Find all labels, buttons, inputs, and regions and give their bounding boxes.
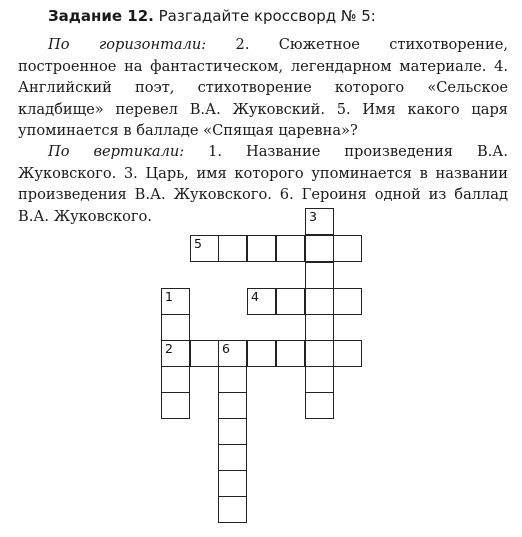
horizontal-clues-text: 2. Сюжетное стихотворение, построенное на фантастическом, легендарном материале. 4. Английский поэт, стихотворение которого «Сельское кладбище» перевел В.А. Жуковский. 5. Имя какого царя упоминается в балладе «Спящая царевна»?: [18, 36, 508, 139]
crossword-cell[interactable]: [305, 366, 334, 393]
crossword-cell[interactable]: [218, 235, 247, 262]
crossword-cell[interactable]: [218, 496, 247, 523]
crossword-cell[interactable]: [276, 340, 305, 367]
task-number: Задание 12.: [48, 7, 154, 25]
crossword-cell[interactable]: [305, 262, 334, 289]
crossword-cell[interactable]: [218, 418, 247, 445]
cell-number-6: 6: [222, 341, 230, 356]
cell-number-5: 5: [194, 236, 202, 251]
crossword-cell[interactable]: [305, 288, 334, 315]
crossword-cell[interactable]: [305, 340, 334, 367]
crossword-cell-5-start[interactable]: [190, 235, 219, 262]
cell-number-3: 3: [309, 209, 317, 224]
crossword-cell[interactable]: [305, 235, 334, 262]
crossword-cell-6-start[interactable]: [218, 340, 247, 367]
crossword-cell[interactable]: [161, 314, 190, 341]
cell-number-1: 1: [165, 289, 173, 304]
crossword-cell[interactable]: [333, 288, 362, 315]
crossword-cell[interactable]: [161, 392, 190, 419]
vertical-clues-text: 1. Название произведения В.А. Жуковского. 3. Царь, имя которого упоминается в названии произведения В.А. Жуковского. 6. Героиня одной из баллад В.А. Жуковского.: [18, 143, 508, 225]
horizontal-clues-lead: По горизонтали:: [48, 36, 207, 53]
crossword-cell[interactable]: [218, 392, 247, 419]
crossword-cell[interactable]: [276, 235, 305, 262]
task-instruction: Разгадайте кроссворд № 5:: [153, 7, 376, 25]
crossword-cell[interactable]: [305, 392, 334, 419]
crossword-cell-3-start[interactable]: [305, 208, 334, 235]
crossword-cell[interactable]: [333, 340, 362, 367]
crossword-cell[interactable]: [305, 314, 334, 341]
crossword-cell[interactable]: [161, 366, 190, 393]
crossword-cell[interactable]: [218, 366, 247, 393]
cell-number-4: 4: [251, 289, 259, 304]
crossword-cell[interactable]: [333, 235, 362, 262]
crossword-cell-4-start[interactable]: [247, 288, 276, 315]
crossword-cell[interactable]: [218, 444, 247, 471]
crossword-cell[interactable]: [218, 470, 247, 497]
crossword-cell-1-start[interactable]: [161, 288, 190, 315]
crossword-cell-2-start[interactable]: [161, 340, 190, 367]
cell-number-2: 2: [165, 341, 173, 356]
crossword-cell[interactable]: [247, 340, 276, 367]
crossword-cell[interactable]: [190, 340, 219, 367]
vertical-clues-lead: По вертикали:: [48, 143, 185, 160]
crossword-cell[interactable]: [276, 288, 305, 315]
crossword-cell[interactable]: [247, 235, 276, 262]
